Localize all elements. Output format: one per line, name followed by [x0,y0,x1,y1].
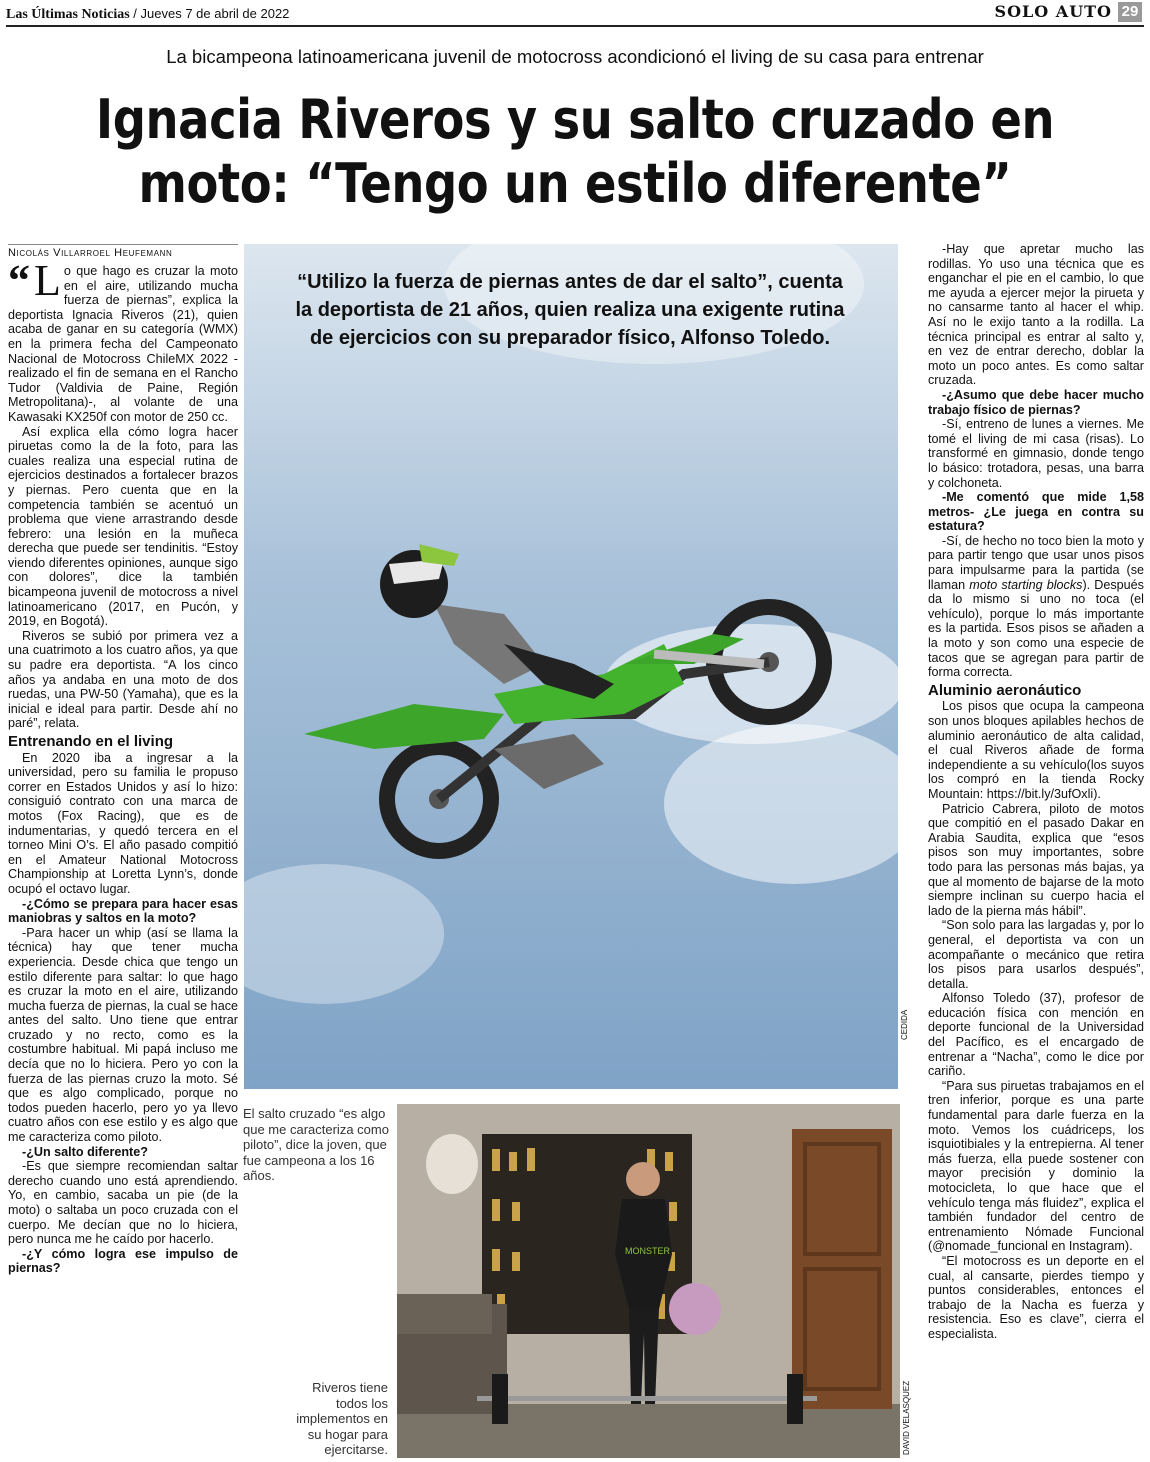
rider-body [434,604,544,684]
page-number: 29 [1118,2,1142,22]
newspaper-name: Las Últimas Noticias [6,7,130,22]
home-gym-photo [397,1104,900,1458]
headline-line-2: moto: “Tengo un estilo diferente” [138,152,1012,215]
paragraph: -Para hacer un whip (así se llama la técnica) hay que tener mucha experiencia. Desde chica que tengo un estilo diferente para saltar: lo que hago es cruzar la moto en el aire, utilizando mucha fuerza de piernas, la cual se hace antes del salto. Uno tiene que entrar cruzado y no recto, como es la costumbre habitual. Mi papá incluso me decía que no lo hiciera. Pero yo con la fuerza de las piernas cruzo la moto. Sé que es algo complicado, porque no todos pueden hacerlo, pero yo ya llevo cuatro años con ese estilo y es algo que me caracteriza como piloto. [8,925,238,1145]
subheading: Entrenando en el living [8,733,174,750]
barbell [477,1396,817,1401]
pull-quote: “Utilizo la fuerza de piernas antes de dar el salto”, cuenta la deportista de 21 años, quien realiza una exigente rutina de ejercicios con su preparador físico, Alfonso Toledo. [295,271,845,349]
caption-gym: Riveros tiene todos los implementos en su hogar para ejercitarse. [296,1380,388,1457]
paragraph: -Hay que apretar mucho las rodillas. Yo uso una técnica que es enganchar el pie en el cambio, lo que me ayuda a ejercer mejor la pirueta y no cansarme tanto al hacer el whip. Así no le exijo tanto a la rodilla. La técnica principal es entrar al salto y, en vez de entrar derecho, doblar la moto un poco antes. Es como saltar cruzada. [928,242,1144,388]
drop-cap: L [34,256,61,305]
emphasis: moto starting blocks [969,577,1083,592]
interview-question: -¿Un salto diferente? [22,1144,148,1159]
drop-quote: “ [8,256,30,305]
issue-date: Jueves 7 de abril de 2022 [140,6,290,21]
lead-paragraph: “ L o que hago es cruzar la moto en el aire, utilizando mucha fuerza de piernas”, explica la deportista Ignacia Riveros (21), quien acaba de ganar en su categoría (WMX) en la primera fecha del Campeonato Nacional de Motocross ChileMX 2022 -realizado el fin de semana en el Rancho Tudor (Valdivia de Paine, Región Metropolitana)-, al volante de una Kawasaki KX250f con motor de 250 cc. [8,256,238,424]
subheading: Aluminio aeronáutico [928,681,1082,699]
paragraph: -Sí, de hecho no toco bien la moto y para partir tengo que usar unos pisos para impulsarme para la partida (se llaman moto starting blocks). Después da lo mismo si uno no toca (el vehículo), porque lo más importante es la partida. Esos pisos se añaden a la moto y son como una especie de tacos que se agregan para partir de forma correcta. [928,533,1144,680]
interview-question: -¿Cómo se prepara para hacer esas maniobras y saltos en la moto? [8,896,238,926]
byline: Nicolás Villarroel Heufemann [8,244,238,259]
motocross-jump-photo [244,244,898,1089]
section-name: SOLO AUTO [994,2,1112,21]
paragraph: Así explica ella cómo logra hacer piruetas como la de la foto, para las cuales realiza una especial rutina de ejercicios destinados a fortalecer brazos y piernas. Pero cuenta que en la competencia también se acentuó un problema que viene arrastrando desde febrero: una lesión en la muñeca derecha que puede ser tendinitis. “Estoy viendo diferentes opiniones, aunque sigo con dolores”, dice la también bicampeona juvenil de motocross a nivel latinoamericano (2017, en Pucón, y 2019, en Bogotá). [8,424,238,629]
caption-jump: El salto cruzado “es algo que me caracteriza como piloto”, dice la joven, que fue campeona a los 16 años. [243,1106,389,1183]
athlete-in-living-room-illustration [397,1104,900,1458]
paragraph: Alfonso Toledo (37), profesor de educación física con mención en deporte funcional de la Universidad del Pacífico, es el encargado de entrenar a “Nacha”, como le dice por cariño. [928,991,1144,1079]
rear-fender [304,704,504,749]
headline-line-1: Ignacia Riveros y su salto cruzado en [95,88,1055,151]
athlete-head [626,1162,660,1196]
interview-question: -Me comentó que mide 1,58 metros- ¿Le juega en contra su estatura? [928,490,1144,534]
kicker: La bicampeona latinoamericana juvenil de motocross acondicionó el living de su casa para entrenar [166,46,984,67]
masthead: Las Últimas Noticias / Jueves 7 de abril de 2022 [6,6,290,22]
wall-helmet [426,1134,478,1194]
shirt-logo: MONSTER [625,1246,670,1256]
interview-question: -¿Asumo que debe hacer mucho trabajo físico de piernas? [928,387,1144,417]
left-column [8,256,238,1276]
right-column [928,242,1144,1342]
paragraph: “Son solo para las largadas y, por lo general, el deportista va con un acompañante o mecánico que retira los pisos para usarlos después”, detalla. [928,918,1144,991]
paragraph: Los pisos que ocupa la campeona son unos bloques apilables hechos de aluminio aeronáutico de alta calidad, el cual Riveros añade de forma independiente a su vehículo(los suyos los compró en la tienda Rocky Mountain: https://bit.ly/3ufOxli). [928,699,1144,801]
paragraph: “El motocross es un deporte en el cual, al cansarte, pierdes tiempo y puntos considerables, entonces el trabajo de la Nacha es fuerza y resistencia. Eso es clave”, cierra el especialista. [928,1253,1144,1341]
interview-question: -¿Y cómo logra ese impulso de piernas? [8,1246,238,1276]
photo-credit: CEDIDA [900,1009,909,1040]
weight-plate [787,1374,803,1424]
paragraph: -Es que siempre recomiendan saltar derecho cuando uno está aprendiendo. Yo, en cambio, sacaba un pie (de la moto) o saltaba un poco cruzada con el cuerpo. Me decían que no lo hiciera, pero nunca me he caído por hacerlo. [8,1159,238,1247]
photo-credit: DAVID VELASQUEZ [902,1380,911,1455]
headline [81,88,1070,216]
paragraph: -Sí, entreno de lunes a viernes. Me tomé el living de mi casa (risas). Lo transformé en gimnasio, donde tengo lo básico: trotadora, pesas, una barra y colchoneta. [928,417,1144,490]
masthead-rule [6,25,1144,27]
exercise-ball [669,1283,721,1335]
paragraph: En 2020 iba a ingresar a la universidad, pero su familia le propuso correr en Estados Unidos y así lo hizo: consiguió contrato con una marca de motos (Fox Racing), que es de indumentarias, y quedó tercera en el torneo Mini O’s. El año pasado compitió en el Amateur National Motocross Championship at Loretta Lynn’s, donde ocupó el octavo lugar. [8,750,238,896]
rider-on-bike-illustration [244,244,898,1089]
paragraph: Riveros se subió por primera vez a una cuatrimoto a los cuatro años, ya que su padre era deportista. “A los cinco años ya andaba en una moto de dos ruedas, una PW-50 (Yamaha), que es la inicial e ideal para partir. Desde ahí no paré”, relata. [8,628,238,731]
paragraph: “Para sus piruetas trabajamos en el tren inferior, porque es una parte fundamental para darle fuerza en la moto. Vemos los cuádriceps, los isquiotibiales y la entrepierna. Al tener más fuerza, ella puede sostener con mayor precisión y dominio la motocicleta, lo que hace que el vehículo tenga más fluidez”, explica el también fundador del centro de entrenamiento Nómade Funcional (@nomade_funcional en Instagram). [928,1078,1144,1254]
paragraph: Patricio Cabrera, piloto de motos que compitió en el pasado Dakar en Arabia Saudita, explica que “esos pisos son muy importantes, sobre todo para las personas más bajas, ya que al momento de bajarse de la moto siempre inclinan su cuerpo hacia el lado de la pierna más hábil”. [928,801,1144,918]
weight-plate [492,1374,508,1424]
